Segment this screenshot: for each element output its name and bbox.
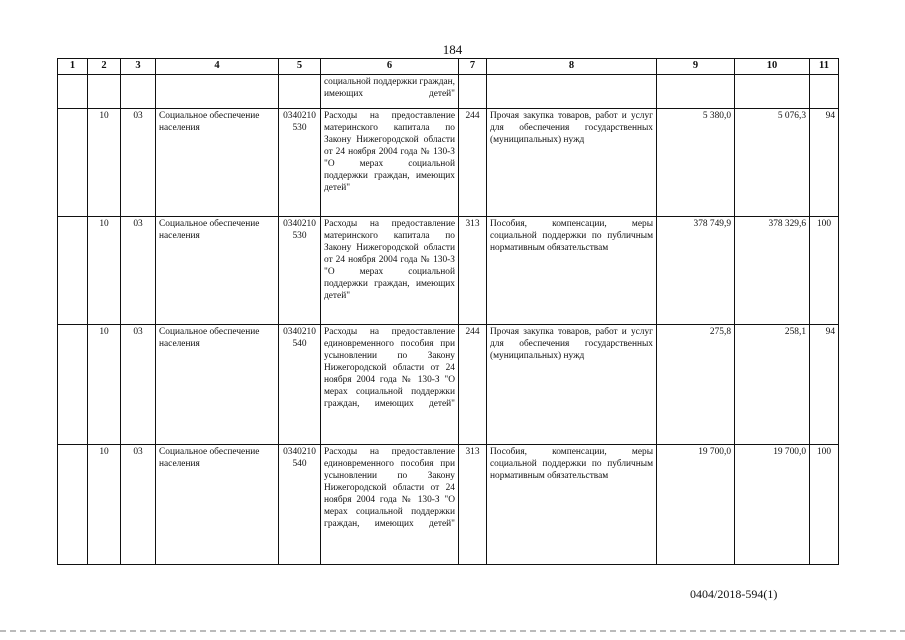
table-row <box>58 445 839 565</box>
section-code: 10 <box>88 325 121 445</box>
section-code: 10 <box>88 217 121 325</box>
subsection-name: Социальное обеспечение населения <box>156 109 279 217</box>
table-row <box>58 217 839 325</box>
target-article-code: 0340210540 <box>279 325 321 445</box>
cell-c1 <box>58 325 88 445</box>
executed-amount: 378 329,6 <box>735 217 810 325</box>
executed-amount: 258,1 <box>735 325 810 445</box>
table-row <box>58 109 839 217</box>
col-header: 2 <box>88 59 121 75</box>
col-header: 6 <box>321 59 459 75</box>
scan-edge <box>0 630 905 632</box>
col-header: 8 <box>487 59 657 75</box>
col-header: 1 <box>58 59 88 75</box>
header-row <box>58 59 839 75</box>
expense-type-code: 313 <box>459 445 487 565</box>
cell-c1 <box>58 109 88 217</box>
budget-table <box>57 58 839 565</box>
execution-percent: 94 <box>810 325 839 445</box>
expense-type-name: Пособия, компенсации, меры социальной поддержки по публичным нормативным обязательствам <box>487 445 657 565</box>
col-header: 9 <box>657 59 735 75</box>
planned-amount: 275,8 <box>657 325 735 445</box>
expense-description: социальной поддержки граждан, имеющих детей" <box>321 75 459 109</box>
expense-type-name: Прочая закупка товаров, работ и услуг для обеспечения государственных (муниципальных) нужд <box>487 325 657 445</box>
section-code: 10 <box>88 109 121 217</box>
col-header: 10 <box>735 59 810 75</box>
expense-description: Расходы на предоставление единовременного пособия при усыновлении по Закону Нижегородской области от 24 ноября 2004 года № 130-З "О мерах социальной поддержки граждан, имеющих детей" <box>321 445 459 565</box>
target-article-code: 0340210530 <box>279 109 321 217</box>
col-header: 4 <box>156 59 279 75</box>
subsection-code: 03 <box>121 217 156 325</box>
cell-c1 <box>58 217 88 325</box>
subsection-name: Социальное обеспечение населения <box>156 325 279 445</box>
continuation-row <box>58 75 839 109</box>
expense-description: Расходы на предоставление материнского капитала по Закону Нижегородской области от 24 ноября 2004 года № 130-З "О мерах социальной поддержки граждан, имеющих детей" <box>321 109 459 217</box>
subsection-code: 03 <box>121 445 156 565</box>
col-header: 3 <box>121 59 156 75</box>
subsection-name: Социальное обеспечение населения <box>156 217 279 325</box>
document-code: 0404/2018-594(1) <box>690 587 778 601</box>
section-code: 10 <box>88 445 121 565</box>
target-article-code: 0340210540 <box>279 445 321 565</box>
expense-type-name: Пособия, компенсации, меры социальной поддержки по публичным нормативным обязательствам <box>487 217 657 325</box>
subsection-name: Социальное обеспечение населения <box>156 445 279 565</box>
execution-percent: 100 <box>810 217 839 325</box>
expense-type-code: 313 <box>459 217 487 325</box>
expense-description: Расходы на предоставление материнского капитала по Закону Нижегородской области от 24 ноября 2004 года № 130-З "О мерах социальной поддержки граждан, имеющих детей" <box>321 217 459 325</box>
subsection-code: 03 <box>121 325 156 445</box>
executed-amount: 19 700,0 <box>735 445 810 565</box>
planned-amount: 378 749,9 <box>657 217 735 325</box>
execution-percent: 100 <box>810 445 839 565</box>
col-header: 7 <box>459 59 487 75</box>
table-row <box>58 325 839 445</box>
planned-amount: 19 700,0 <box>657 445 735 565</box>
col-header: 5 <box>279 59 321 75</box>
expense-type-code: 244 <box>459 109 487 217</box>
col-header: 11 <box>810 59 839 75</box>
page-number: 184 <box>442 42 463 57</box>
execution-percent: 94 <box>810 109 839 217</box>
expense-description: Расходы на предоставление единовременного пособия при усыновлении по Закону Нижегородской области от 24 ноября 2004 года № 130-З "О мерах социальной поддержки граждан, имеющих детей" <box>321 325 459 445</box>
cell-c1 <box>58 445 88 565</box>
planned-amount: 5 380,0 <box>657 109 735 217</box>
target-article-code: 0340210530 <box>279 217 321 325</box>
subsection-code: 03 <box>121 109 156 217</box>
expense-type-name: Прочая закупка товаров, работ и услуг для обеспечения государственных (муниципальных) нужд <box>487 109 657 217</box>
expense-type-code: 244 <box>459 325 487 445</box>
executed-amount: 5 076,3 <box>735 109 810 217</box>
